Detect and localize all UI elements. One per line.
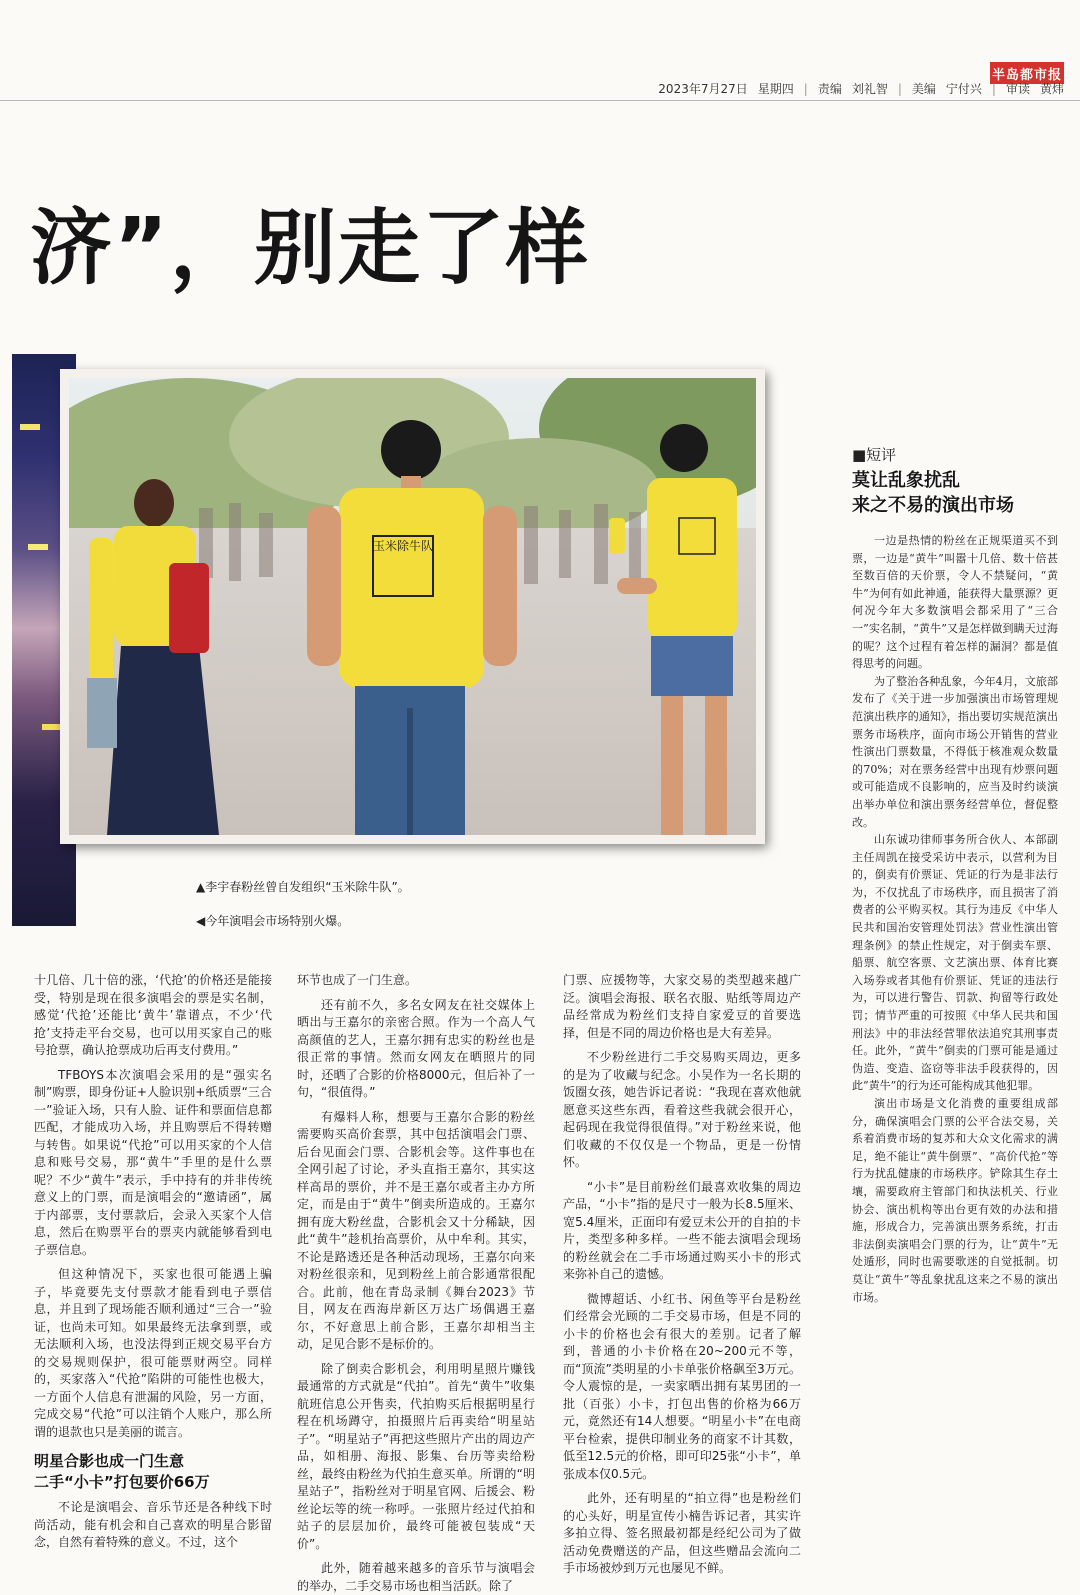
- article-paragraph: 门票、应援物等，大家交易的类型越来越广泛。演唱会海报、联名衣服、贴纸等周边产品经常成为粉丝们支持自家爱豆的首要选择，但是不同的周边价格也是大有差异。: [563, 973, 801, 1040]
- fans-in-yellow-shirts-photo: [69, 378, 756, 835]
- article-paragraph: 还有前不久，多名女网友在社交媒体上晒出与王嘉尔的亲密合照。作为一个高人气高颜值的艺人，王嘉尔拥有忠实的粉丝也是很正常的事情。然而女网友在晒照片的同时，还晒了合影的价格8000元，但后补了一句，“很值得。”: [297, 997, 535, 1099]
- commentary-title: [852, 468, 1062, 518]
- article-paragraph: 但这种情况下，买家也很可能遇上骗子，毕竟要先支付票款才能看到电子票信息，并且到了现场能否顺利通过“三合一”验证，也尚未可知。如果最终无法拿到票，或无法顺利入场，也没法得到正规交易平台方的交易规则保护，很可能票财两空。同样的，买家落入“代抢”陷阱的可能性也极大，一方面个人信息有泄漏的风险，另一方面，完成交易“代抢”可以注销个人账户，那么所谓的退款也只是美丽的谎言。: [34, 1267, 272, 1439]
- reviewer-name: 黄炜: [1039, 82, 1064, 96]
- article-column-1: [34, 972, 272, 1552]
- issue-weekday: 星期四: [757, 82, 794, 96]
- article-paragraph: 此外，还有明星的“拍立得”也是粉丝们的心头好，明星宣传小楠告诉记者，其实许多拍立得、签名照最初都是经纪公司为了做活动免费赠送的产品，但这些赠品会流向二手市场被炒到万元也屡见不鲜。: [563, 1491, 801, 1575]
- newspaper-logo: 半岛都市报: [990, 62, 1064, 84]
- reviewer-label: 审读: [1005, 82, 1030, 96]
- article-paragraph: 十几倍、几十倍的涨，‘代抢’的价格还是能接受，特别是现在很多演唱会的票是实名制，感觉‘代抢’还能比‘黄牛’靠谱点，不少‘代抢’支持走平台交易，也可以用买家自己的账号抢票，确认抢票成功后再支付费用。”: [34, 973, 272, 1057]
- article-paragraph: TFBOYS本次演唱会采用的是“强实名制”购票，即身份证+人脸识别+纸质票“三合一”验证入场，只有人脸、证件和票面信息都匹配，才能成功入场，并且购票后不得转赠与转售。如果说“代抢”可以用买家的个人信息和账号交易，那“黄牛”手里的是什么票呢？不少“黄牛”表示，手中持有的并非传统意义上的门票，而是演唱会的“邀请函”，属于内部票，支付票款后，会录入买家个人信息，然后在购票平台的票夹内就能够看到电子票信息。: [34, 1067, 272, 1257]
- page-headline: 济”，别走了样: [30, 201, 590, 296]
- meta-divider: |: [803, 81, 808, 96]
- masthead: [0, 0, 1080, 104]
- article-paragraph: 有爆料人称，想要与王嘉尔合影的粉丝需要购买高价套票，其中包括演唱会门票、后台见面会门票、合影机会等。这件事也在全网引起了讨论，矛头直指王嘉尔，其实这样高昂的票价，并不是王嘉尔或者主办方所定，而是由于“黄牛”倒卖所造成的。王嘉尔拥有庞大粉丝盘，合影机会又十分稀缺，因此“黄牛”趁机抬高票价，从中牟利。其实，不论是路透还是各种活动现场，王嘉尔向来对粉丝很亲和，见到粉丝上前合影通常很配合。此前，他在青岛录制《舞台2023》节目，网友在西海岸新区万达广场偶遇王嘉尔，不好意思上前合影，王嘉尔却相当主动，足见合影不是标价的。: [297, 1109, 535, 1351]
- article-column-3: [563, 972, 801, 1578]
- designer-label: 美编: [911, 82, 936, 96]
- commentary-title-line1: 莫让乱象扰乱: [852, 470, 960, 491]
- editor-label: 责编: [817, 82, 842, 96]
- masthead-rule: [0, 100, 1080, 101]
- photo-caption-main: ▲李宇春粉丝曾自发组织“玉米除牛队”。: [196, 880, 410, 894]
- subheading-line1: 明星合影也成一门生意: [34, 1452, 185, 1470]
- editor-name: 刘礼智: [851, 82, 888, 96]
- issue-meta: [658, 80, 1064, 97]
- article-paragraph: 微博超话、小红书、闲鱼等平台是粉丝们经常会光顾的二手交易市场，但是不同的小卡的价格也会有很大的差别。记者了解到，普通的小卡价格在20~200元不等，而“顶流”类明星的小卡单张价格飙至3万元。令人震惊的是，一卖家晒出拥有某男团的一批（百张）小卡，打包出售的价格为66万元，竟然还有14人想要。“明星小卡”在电商平台检索，提供印制业务的商家不计其数，低至12.5元的价格，即可印25张“小卡”，单张成本仅0.5元。: [563, 1291, 801, 1481]
- commentary-paragraph: 山东诚功律师事务所合伙人、本部副主任周凯在接受采访中表示，以营利为目的，倒卖有价票证、凭证的行为是非法行为，不仅扰乱了市场秩序，而且损害了消费者的公平购买权。其行为违反《中华人民共和国治安管理处罚法》营业性演出管理条例》的禁止性规定，对于倒卖车票、船票、航空客票、文艺演出票、体育比赛入场券或者其他有价票证、凭证的违法行为，可以进行警告、罚款、拘留等行政处罚；情节严重的可按照《中华人民共和国刑法》中的非法经营罪依法追究其刑事责任。此外，“黄牛”倒卖的门票可能是通过伪造、变造、盗窃等非法手段获得的，因此“黄牛”的行为还可能构成其他犯罪。: [852, 833, 1058, 1093]
- meta-divider: |: [991, 81, 996, 96]
- issue-date: 2023年7月27日: [658, 82, 748, 96]
- article-paragraph: 环节也成了一门生意。: [297, 973, 418, 987]
- section-subheading: [34, 1451, 272, 1493]
- commentary-title-line2: 来之不易的演出市场: [852, 495, 1014, 516]
- article-column-2: [297, 972, 535, 1595]
- article-paragraph: 此外，随着越来越多的音乐节与演唱会的举办，二手交易市场也相当活跃。除了: [297, 1561, 535, 1593]
- subheading-line2: 二手“小卡”打包要价66万: [34, 1473, 210, 1491]
- commentary-paragraph: 演出市场是文化消费的重要组成部分，确保演唱会门票的公平合法交易，关系着消费市场的复苏和大众文化需求的满足，绝不能让“黄牛倒票”、“高价代抢”等行为扰乱健康的市场秩序。铲除其生存土壤，需要政府主管部门和执法机关、行业协会、演出机构等出台更有效的办法和措施，形成合力，完善演出票务系统，打击非法倒卖演唱会门票的行为，让“黄牛”无处遁形，同时也需要歌迷的自觉抵制。切莫让“黄牛”等乱象扰乱这来之不易的演出市场。: [852, 1097, 1058, 1304]
- commentary-tag: ■短评: [852, 446, 897, 464]
- commentary-paragraph: 为了整治各种乱象，今年4月，文旅部发布了《关于进一步加强演出市场管理规范演出秩序的通知》，指出要切实规范演出票务市场秩序，面向市场公开销售的营业性演出门票数量，不得低于核准观众数量的70%；对在票务经营中出现有炒票问题或可能造成不良影响的，应当及时约谈演出举办单位和演出票务经营单位，督促整改。: [852, 674, 1058, 829]
- commentary-paragraph: 一边是热情的粉丝在正规渠道买不到票，一边是“黄牛”叫嚣十几倍、数十倍甚至数百倍的天价票，令人不禁疑问，“黄牛”为何有如此神通，能获得大量票源？更何况今年大多数演唱会都采用了“三合一”实名制，“黄牛”又是怎样做到瞒天过海的呢？这个过程有着怎样的漏洞？都是值得思考的问题。: [852, 534, 1058, 671]
- article-paragraph: 除了倒卖合影机会，利用明星照片赚钱最通常的方式就是“代拍”。首先“黄牛”收集航班信息公开售卖，代拍购买后根据明星行程在机场蹲守，拍摄照片后再卖给“明星站子”。“明星站子”再把这些照片产出的周边产品，如相册、海报、影集、台历等卖给粉丝，最终由粉丝为代拍生意买单。所谓的“明星站子”，指粉丝对于明星官网、后援会、粉丝论坛等的统一称呼。一张照片经过代拍和站子的层层加价，最终可能被包装成“天价”。: [297, 1361, 535, 1551]
- article-paragraph: “小卡”是目前粉丝们最喜欢收集的周边产品，“小卡”指的是尺寸一般为长8.5厘米、宽5.4厘米，正面印有爱豆未公开的自拍的卡片，类型多种多样。一些不能去演唱会现场的粉丝就会在二手市场通过购买小卡的形式来弥补自己的遗憾。: [563, 1179, 801, 1281]
- meta-divider: |: [897, 81, 902, 96]
- main-photo-frame: [60, 369, 765, 844]
- designer-name: 宁付兴: [945, 82, 982, 96]
- article-paragraph: 不少粉丝进行二手交易购买周边，更多的是为了收藏与纪念。小吴作为一名长期的饭圈女孩，她告诉记者说：“我现在喜欢他就愿意买这些东西，看着这些我就会很开心，起码现在我觉得很值得。”对于粉丝来说，他们收藏的不仅仅是一个物品，更是一份情怀。: [563, 1050, 801, 1169]
- article-paragraph: 不论是演唱会、音乐节还是各种线下时尚活动，能有机会和自己喜欢的明星合影留念，自然有着特殊的意义。不过，这个: [34, 1500, 272, 1549]
- photo-caption-side: ◀今年演唱会市场特别火爆。: [196, 914, 350, 928]
- shirt-slogan: 玉米除牛队: [372, 539, 434, 553]
- commentary-body: [852, 532, 1058, 1306]
